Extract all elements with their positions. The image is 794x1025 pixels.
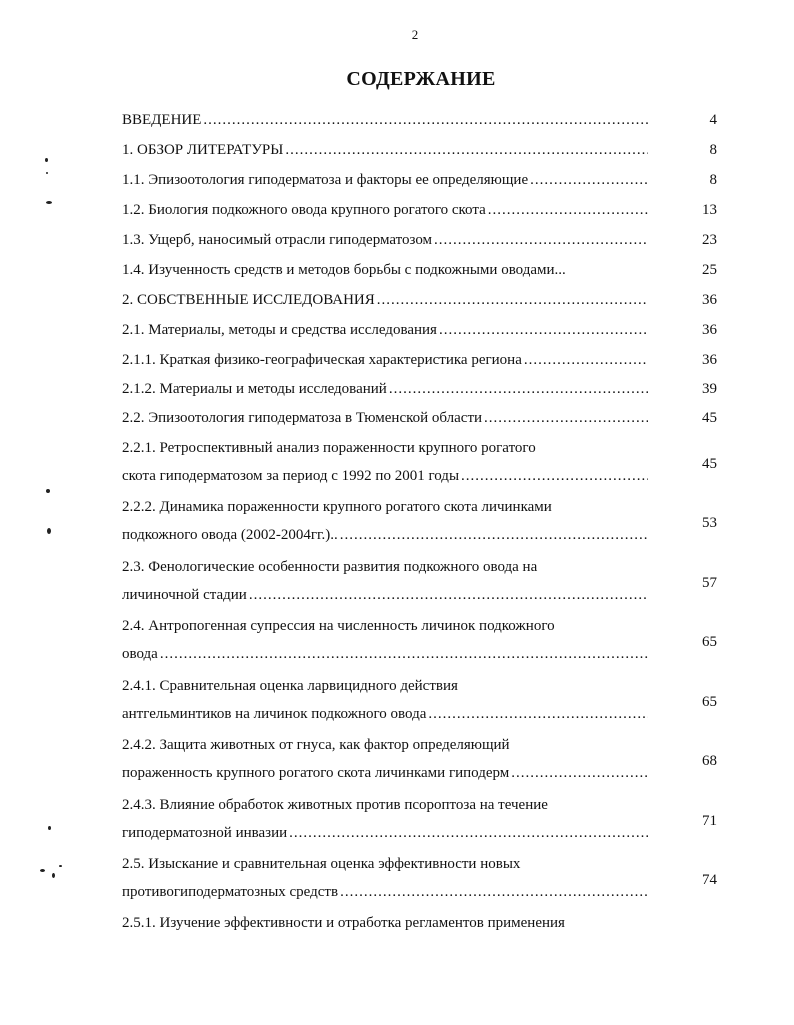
toc-entry — [122, 112, 717, 140]
toc-page-number: 25 — [702, 262, 717, 278]
dot-leader — [289, 825, 648, 842]
toc-entry — [122, 381, 717, 409]
dot-leader — [434, 232, 648, 249]
toc-page-number: 8 — [709, 142, 717, 158]
toc-entry — [122, 202, 717, 230]
dot-leader — [340, 884, 648, 901]
toc-page-number: 4 — [709, 112, 717, 128]
dot-leader — [160, 646, 648, 663]
toc-entry — [122, 322, 717, 350]
dot-leader — [530, 172, 648, 189]
toc-entry-title: противогиподерматозных средств — [122, 884, 339, 900]
toc-page-number: 68 — [702, 753, 717, 769]
toc-entry-title: личиночной стадии — [122, 587, 247, 603]
toc-page-number: 23 — [702, 232, 717, 248]
toc-entry-title: 2.5. Изыскание и сравнительная оценка эффективности новых — [122, 856, 521, 872]
toc-entry-title: скота гиподерматозом за период с 1992 по 2001 годы — [122, 468, 460, 484]
dot-leader — [484, 410, 648, 427]
toc-entry-title: 2.2. Эпизоотология гиподерматоза в Тюменской области — [122, 410, 483, 426]
dot-leader — [340, 527, 648, 544]
dot-leader — [524, 352, 648, 369]
toc-entry-title: 2.5.1. Изучение эффективности и отработка регламентов применения — [122, 915, 565, 931]
toc-page-number: 65 — [702, 694, 717, 710]
scan-speck — [46, 489, 50, 493]
toc-entry-title: пораженность крупного рогатого скота личинками гиподерм — [122, 765, 510, 781]
toc-entry — [122, 737, 717, 793]
toc-entry-title: 2.4.3. Влияние обработок животных против псороптоза на течение — [122, 797, 548, 813]
toc-page-number: 36 — [702, 322, 717, 338]
toc-entry — [122, 856, 717, 912]
scan-speck — [52, 873, 55, 878]
page-number: 2 — [411, 27, 419, 42]
toc-entry — [122, 232, 717, 260]
scan-speck — [47, 528, 51, 534]
scan-speck — [48, 826, 51, 830]
toc-entry — [122, 440, 717, 496]
toc-entry-title: антгельминтиков на личинок подкожного овода — [122, 706, 427, 722]
dot-leader — [377, 292, 648, 309]
toc-page-number: 57 — [702, 575, 717, 591]
toc-entry-title: 1. ОБЗОР ЛИТЕРАТУРЫ — [122, 142, 284, 158]
toc-entry — [122, 915, 717, 943]
toc-entry — [122, 559, 717, 615]
toc-entry-title: 2. СОБСТВЕННЫЕ ИССЛЕДОВАНИЯ — [122, 292, 375, 308]
toc-entry-title: 2.1.2. Материалы и методы исследований — [122, 381, 387, 397]
toc-entry-title: 2.2.1. Ретроспективный анализ пораженности крупного рогатого — [122, 440, 536, 456]
toc-entry-title: подкожного овода (2002-2004гг.).. — [122, 527, 338, 543]
toc-entry — [122, 499, 717, 555]
toc-entry — [122, 410, 717, 438]
dot-leader — [249, 587, 648, 604]
toc-entry — [122, 618, 717, 674]
scan-speck — [45, 158, 48, 162]
toc-entry — [122, 292, 717, 320]
toc-page-number: 65 — [702, 634, 717, 650]
scan-speck — [40, 869, 45, 872]
toc-entry — [122, 352, 717, 380]
toc-page-number: 45 — [702, 410, 717, 426]
dot-leader — [488, 202, 648, 219]
toc-entry-title: гиподерматозной инвазии — [122, 825, 288, 841]
toc-entry-title: ВВЕДЕНИЕ — [122, 112, 202, 128]
toc-page-number: 74 — [702, 872, 717, 888]
toc-page-number: 13 — [702, 202, 717, 218]
toc-page-number: 53 — [702, 515, 717, 531]
toc-entry-title: 2.4.2. Защита животных от гнуса, как фактор определяющий — [122, 737, 510, 753]
dot-leader — [285, 142, 648, 159]
toc-page-number: 8 — [709, 172, 717, 188]
toc-entry-title: 2.4. Антропогенная супрессия на численность личинок подкожного — [122, 618, 555, 634]
toc-entry-title: 2.1. Материалы, методы и средства исследования — [122, 322, 437, 338]
toc-entry-title: 2.2.2. Динамика пораженности крупного рогатого скота личинками — [122, 499, 552, 515]
toc-entry — [122, 797, 717, 853]
dot-leader — [203, 112, 648, 129]
toc-entry-title: 1.2. Биология подкожного овода крупного рогатого скота — [122, 202, 486, 218]
dot-leader — [511, 765, 648, 782]
toc-entry — [122, 172, 717, 200]
page-title: СОДЕРЖАНИЕ — [346, 68, 496, 90]
toc-page-number: 36 — [702, 352, 717, 368]
dot-leader — [439, 322, 648, 339]
toc-page-number: 71 — [702, 813, 717, 829]
toc-entry-title: 2.4.1. Сравнительная оценка ларвицидного действия — [122, 678, 458, 694]
toc-entry-title: 1.3. Ущерб, наносимый отрасли гиподерматозом — [122, 232, 433, 248]
toc-entry-title: 2.1.1. Краткая физико-географическая характеристика региона — [122, 352, 522, 368]
scan-speck — [59, 865, 62, 867]
dot-leader — [389, 381, 648, 398]
toc-page-number: 45 — [702, 456, 717, 472]
toc-entry-title: 1.4. Изученность средств и методов борьбы с подкожными оводами... — [122, 262, 566, 278]
scan-speck — [46, 172, 48, 174]
toc-entry-title: 1.1. Эпизоотология гиподерматоза и факторы ее определяющие — [122, 172, 529, 188]
toc-entry-title: 2.3. Фенологические особенности развития подкожного овода на — [122, 559, 538, 575]
toc-entry — [122, 142, 717, 170]
toc-page-number: 39 — [702, 381, 717, 397]
toc-page-number: 36 — [702, 292, 717, 308]
toc-entry-title: овода — [122, 646, 158, 662]
dot-leader — [428, 706, 648, 723]
dot-leader — [461, 468, 648, 485]
toc-entry — [122, 678, 717, 734]
scan-speck — [46, 201, 52, 204]
toc-entry — [122, 262, 717, 290]
